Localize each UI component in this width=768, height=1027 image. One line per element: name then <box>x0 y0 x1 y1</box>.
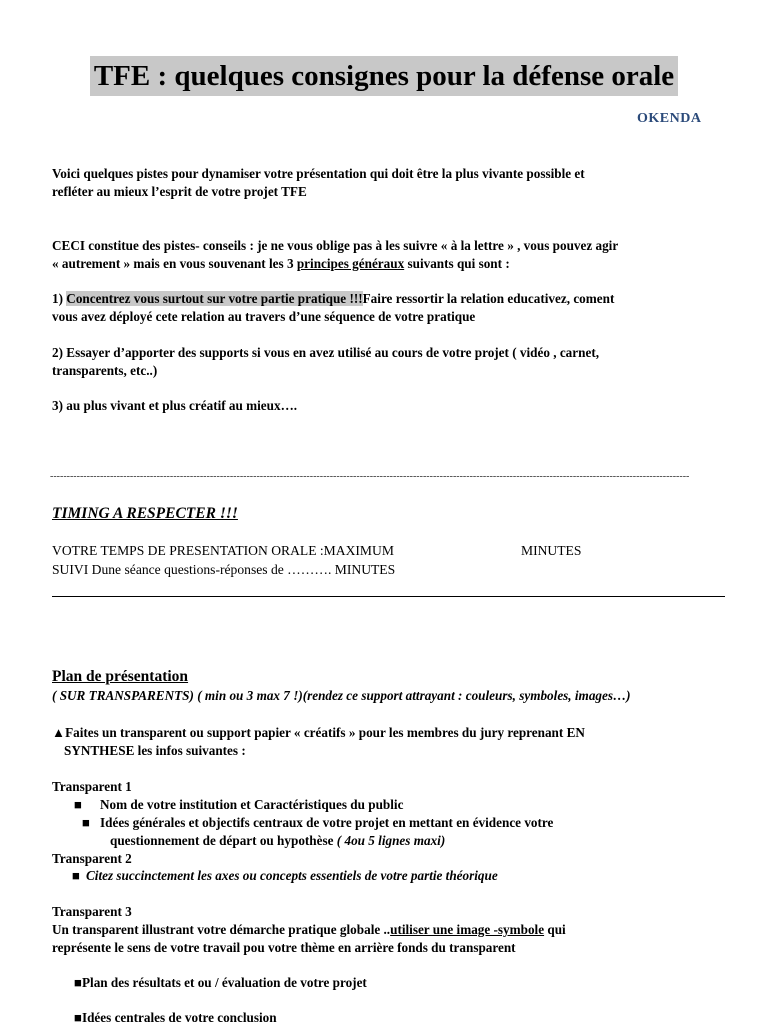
idees-centrales-item <box>74 1009 754 1027</box>
plan-results-text: Plan des résultats et ou / évaluation de votre projet <box>81 975 367 990</box>
ceci-line-2 <box>52 255 732 273</box>
t3-line-1 <box>52 921 732 939</box>
t1-bullet-2-italic: ( 4ou 5 lignes maxi) <box>336 833 446 848</box>
timing-line-1-a: VOTRE TEMPS DE PRESENTATION ORALE :MAXIMUM <box>52 543 394 558</box>
plan-note: ( SUR TRANSPARENTS) ( min ou 3 max 7 !)(rendez ce support attrayant : couleurs, symboles, images…) <box>52 688 631 703</box>
square-bullet-icon: ■ <box>74 1010 82 1025</box>
t2-bullet-1-text: Citez succinctement les axes ou concepts essentiels de votre partie théorique <box>86 868 498 883</box>
transparent-2-heading: Transparent 2 <box>52 851 132 866</box>
plan-heading: Plan de présentation <box>52 668 189 685</box>
point-2-line-1: 2) Essayer d’apporter des supports si vous en avez utilisé au cours de votre projet ( vidéo , carnet, <box>52 345 600 360</box>
square-bullet-icon: ■ <box>74 797 82 812</box>
square-bullet-icon: ■ <box>82 815 90 830</box>
ceci-text-b: suivants qui sont : <box>404 256 510 271</box>
ceci-line-1: CECI constitue des pistes- conseils : je ne vous oblige pas à les suivre « à la lettre » , vous pouvez agir <box>52 238 619 253</box>
dashed-separator: ------------------------------------------------------------------------------------------------------------------------------------------------------------------------------------------------ <box>50 471 690 482</box>
timing-heading: TIMING A RESPECTER !!! <box>52 505 238 522</box>
point-1-rest: Faire ressortir la relation educativez, coment <box>362 291 615 306</box>
t3-text-a: Un transparent illustrant votre démarche pratique globale .. <box>52 922 391 937</box>
t2-bullet-1 <box>72 867 752 885</box>
solid-separator <box>52 596 725 597</box>
page-title: TFE : quelques consignes pour la défense orale <box>90 56 678 96</box>
t1-bullet-1 <box>74 796 754 814</box>
t1-bullet-1-text: Nom de votre institution et Caractéristiques du public <box>100 797 404 812</box>
transparent-3-heading: Transparent 3 <box>52 904 132 919</box>
t1-bullet-2 <box>82 814 762 832</box>
title-wrap <box>0 56 768 96</box>
author-name: OKENDA <box>637 111 702 126</box>
t1-bullet-2-text: Idées générales et objectifs centraux de votre projet en mettant en évidence votre <box>100 815 554 830</box>
t3-line-2: représente le sens de votre travail pou votre thème en arrière fonds du transparent <box>52 940 516 955</box>
idees-centrales-text: Idées centrales de votre conclusion <box>81 1010 277 1025</box>
faites-text: Faites un transparent ou support papier « créatifs » pour les membres du jury reprenant EN <box>65 725 585 740</box>
transparent-1-heading: Transparent 1 <box>52 779 132 794</box>
square-bullet-icon: ■ <box>74 975 82 990</box>
point-1-line-2: vous avez déployé cete relation au travers d’une séquence de votre pratique <box>52 309 476 324</box>
faites-line-1 <box>52 724 732 742</box>
t3-underlined: utiliser une image -symbole <box>390 922 545 937</box>
timing-line-1-b: MINUTES <box>521 543 582 558</box>
ceci-text-a: « autrement » mais en vous souvenant les 3 <box>52 256 297 271</box>
plan-results-item <box>74 974 754 992</box>
point-2-line-2: transparents, etc..) <box>52 363 158 378</box>
intro-line-2: refléter au mieux l’esprit de votre projet TFE <box>52 184 307 199</box>
point-3: 3) au plus vivant et plus créatif au mieux…. <box>52 398 298 413</box>
point-1-highlight: Concentrez vous surtout sur votre partie pratique !!! <box>66 291 363 306</box>
intro-line-1: Voici quelques pistes pour dynamiser votre présentation qui doit être la plus vivante possible et <box>52 166 585 181</box>
t1-bullet-2-cont <box>110 832 768 850</box>
timing-line-1 <box>52 542 732 560</box>
triangle-icon: ▲ <box>52 725 66 740</box>
point-1-line-1 <box>52 290 732 308</box>
faites-line-2: SYNTHESE les infos suivantes : <box>64 743 246 758</box>
principes-underlined: principes généraux <box>296 256 405 271</box>
square-bullet-icon: ■ <box>72 868 80 883</box>
t1-bullet-2-line-2: questionnement de départ ou hypothèse <box>110 833 337 848</box>
t3-text-b: qui <box>544 922 566 937</box>
point-1-number: 1) <box>52 291 67 306</box>
timing-line-2: SUIVI Dune séance questions-réponses de ………. MINUTES <box>52 562 396 577</box>
